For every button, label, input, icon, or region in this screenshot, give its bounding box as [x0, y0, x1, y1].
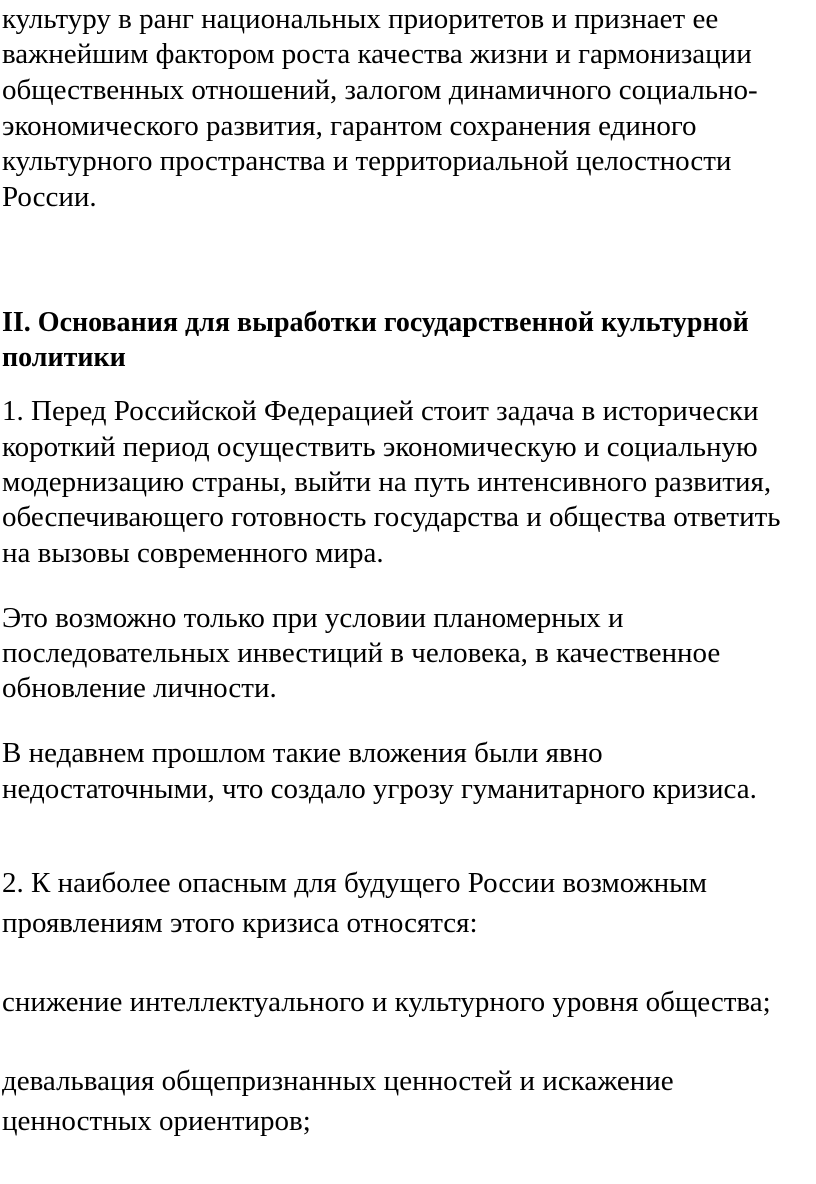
para1-line-4: обеспечивающего готовность государства и общества ответить [2, 501, 781, 533]
intro-line-6: России. [2, 181, 97, 213]
para2-line-1: Это возможно только при условии планомерных и [2, 602, 624, 634]
para3-line-1: В недавнем прошлом такие вложения были явно [2, 737, 603, 769]
para4-line-2: проявлениям этого кризиса относятся: [2, 907, 478, 939]
intro-line-4: экономического развития, гарантом сохранения единого [2, 110, 697, 142]
para1-line-2: короткий период осуществить экономическую и социальную [2, 431, 758, 463]
intro-line-5: культурного пространства и территориальной целостности [2, 145, 732, 177]
para2-line-3: обновление личности. [2, 672, 277, 704]
intro-line-3: общественных отношений, залогом динамичного социально- [2, 74, 758, 106]
list-item-2-line-1: девальвация общепризнанных ценностей и искажение [2, 1065, 674, 1097]
intro-line-2: важнейшим фактором роста качества жизни и гармонизации [2, 38, 752, 70]
section-heading-line-2: политики [2, 342, 126, 373]
list-item-1-line-1: снижение интеллектуального и культурного уровня общества; [2, 986, 771, 1018]
para1-line-5: на вызовы современного мира. [2, 537, 384, 569]
para3-line-2: недостаточными, что создало угрозу гуманитарного кризиса. [2, 773, 757, 805]
section-heading-line-1: II. Основания для выработки государственной культурной [2, 307, 749, 338]
intro-line-1: культуру в ранг национальных приоритетов и признает ее [2, 3, 719, 35]
para1-line-3: модернизацию страны, выйти на путь интенсивного развития, [2, 466, 772, 498]
list-item-2-line-2: ценностных ориентиров; [2, 1105, 311, 1137]
para2-line-2: последовательных инвестиций в человека, в качественное [2, 637, 721, 669]
para4-line-1: 2. К наиболее опасным для будущего России возможным [2, 867, 707, 899]
para1-line-1: 1. Перед Российской Федерацией стоит задача в исторически [2, 395, 759, 427]
